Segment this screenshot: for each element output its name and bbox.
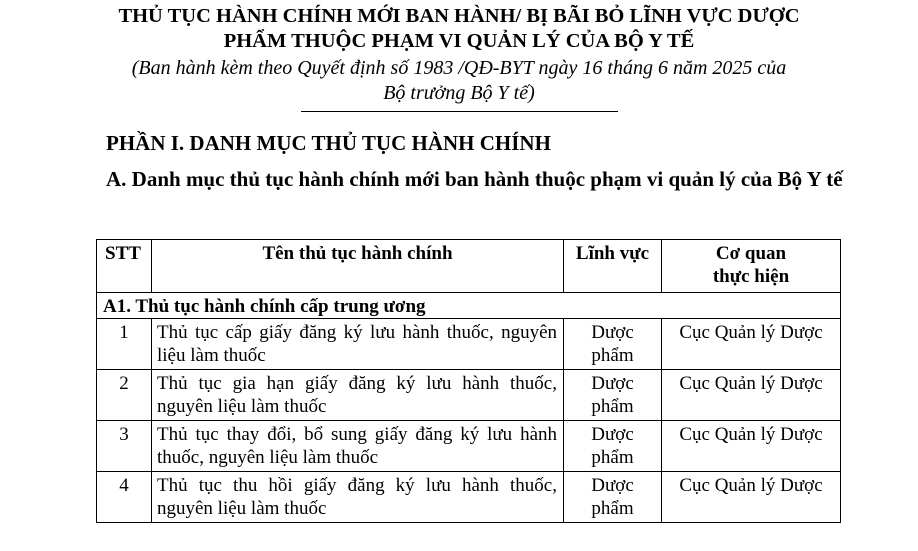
title-divider (301, 111, 618, 112)
column-header-agency (662, 240, 841, 293)
table-row (97, 472, 841, 523)
row-procedure-name: Thủ tục cấp giấy đăng ký lưu hành thuốc, nguyên liệu làm thuốc (152, 319, 564, 370)
column-header-stt: STT (97, 240, 152, 293)
row-stt: 4 (97, 472, 152, 523)
section-a-heading: A. Danh mục thủ tục hành chính mới ban hành thuộc phạm vi quản lý của Bộ Y tế (106, 167, 843, 191)
procedures-table (96, 239, 841, 523)
subtitle-line-2: Bộ trưởng Bộ Y tế) (383, 82, 535, 104)
row-stt: 2 (97, 370, 152, 421)
document-subtitle (0, 56, 918, 106)
row-procedure-name: Thủ tục gia hạn giấy đăng ký lưu hành thuốc, nguyên liệu làm thuốc (152, 370, 564, 421)
row-stt: 3 (97, 421, 152, 472)
column-header-field: Lĩnh vực (564, 240, 662, 293)
table-subheading-row (97, 293, 841, 319)
row-agency: Cục Quản lý Dược (662, 421, 841, 472)
row-field: Dược phẩm (564, 421, 662, 472)
title-line-2: PHẨM THUỘC PHẠM VI QUẢN LÝ CỦA BỘ Y TẾ (223, 30, 695, 52)
column-header-agency-line-1: Cơ quan (715, 243, 787, 264)
row-procedure-name: Thủ tục thay đổi, bổ sung giấy đăng ký lưu hành thuốc, nguyên liệu làm thuốc (152, 421, 564, 472)
document-title (0, 4, 918, 54)
row-field: Dược phẩm (564, 370, 662, 421)
subtitle-line-1: (Ban hành kèm theo Quyết định số 1983 /QĐ-BYT ngày 16 tháng 6 năm 2025 của (131, 57, 787, 79)
row-agency: Cục Quản lý Dược (662, 370, 841, 421)
row-field: Dược phẩm (564, 472, 662, 523)
column-header-agency-line-2: thực hiện (712, 266, 790, 287)
row-procedure-name: Thủ tục thu hồi giấy đăng ký lưu hành thuốc, nguyên liệu làm thuốc (152, 472, 564, 523)
table-row (97, 319, 841, 370)
row-agency: Cục Quản lý Dược (662, 319, 841, 370)
part-heading: PHẦN I. DANH MỤC THỦ TỤC HÀNH CHÍNH (106, 131, 551, 155)
row-agency: Cục Quản lý Dược (662, 472, 841, 523)
table-subheading: A1. Thủ tục hành chính cấp trung ương (97, 293, 841, 319)
title-line-1: THỦ TỤC HÀNH CHÍNH MỚI BAN HÀNH/ BỊ BÃI BỎ LĨNH VỰC DƯỢC (118, 5, 800, 27)
row-stt: 1 (97, 319, 152, 370)
table-header-row (97, 240, 841, 293)
row-field: Dược phẩm (564, 319, 662, 370)
table-row (97, 370, 841, 421)
column-header-name: Tên thủ tục hành chính (152, 240, 564, 293)
table-row (97, 421, 841, 472)
